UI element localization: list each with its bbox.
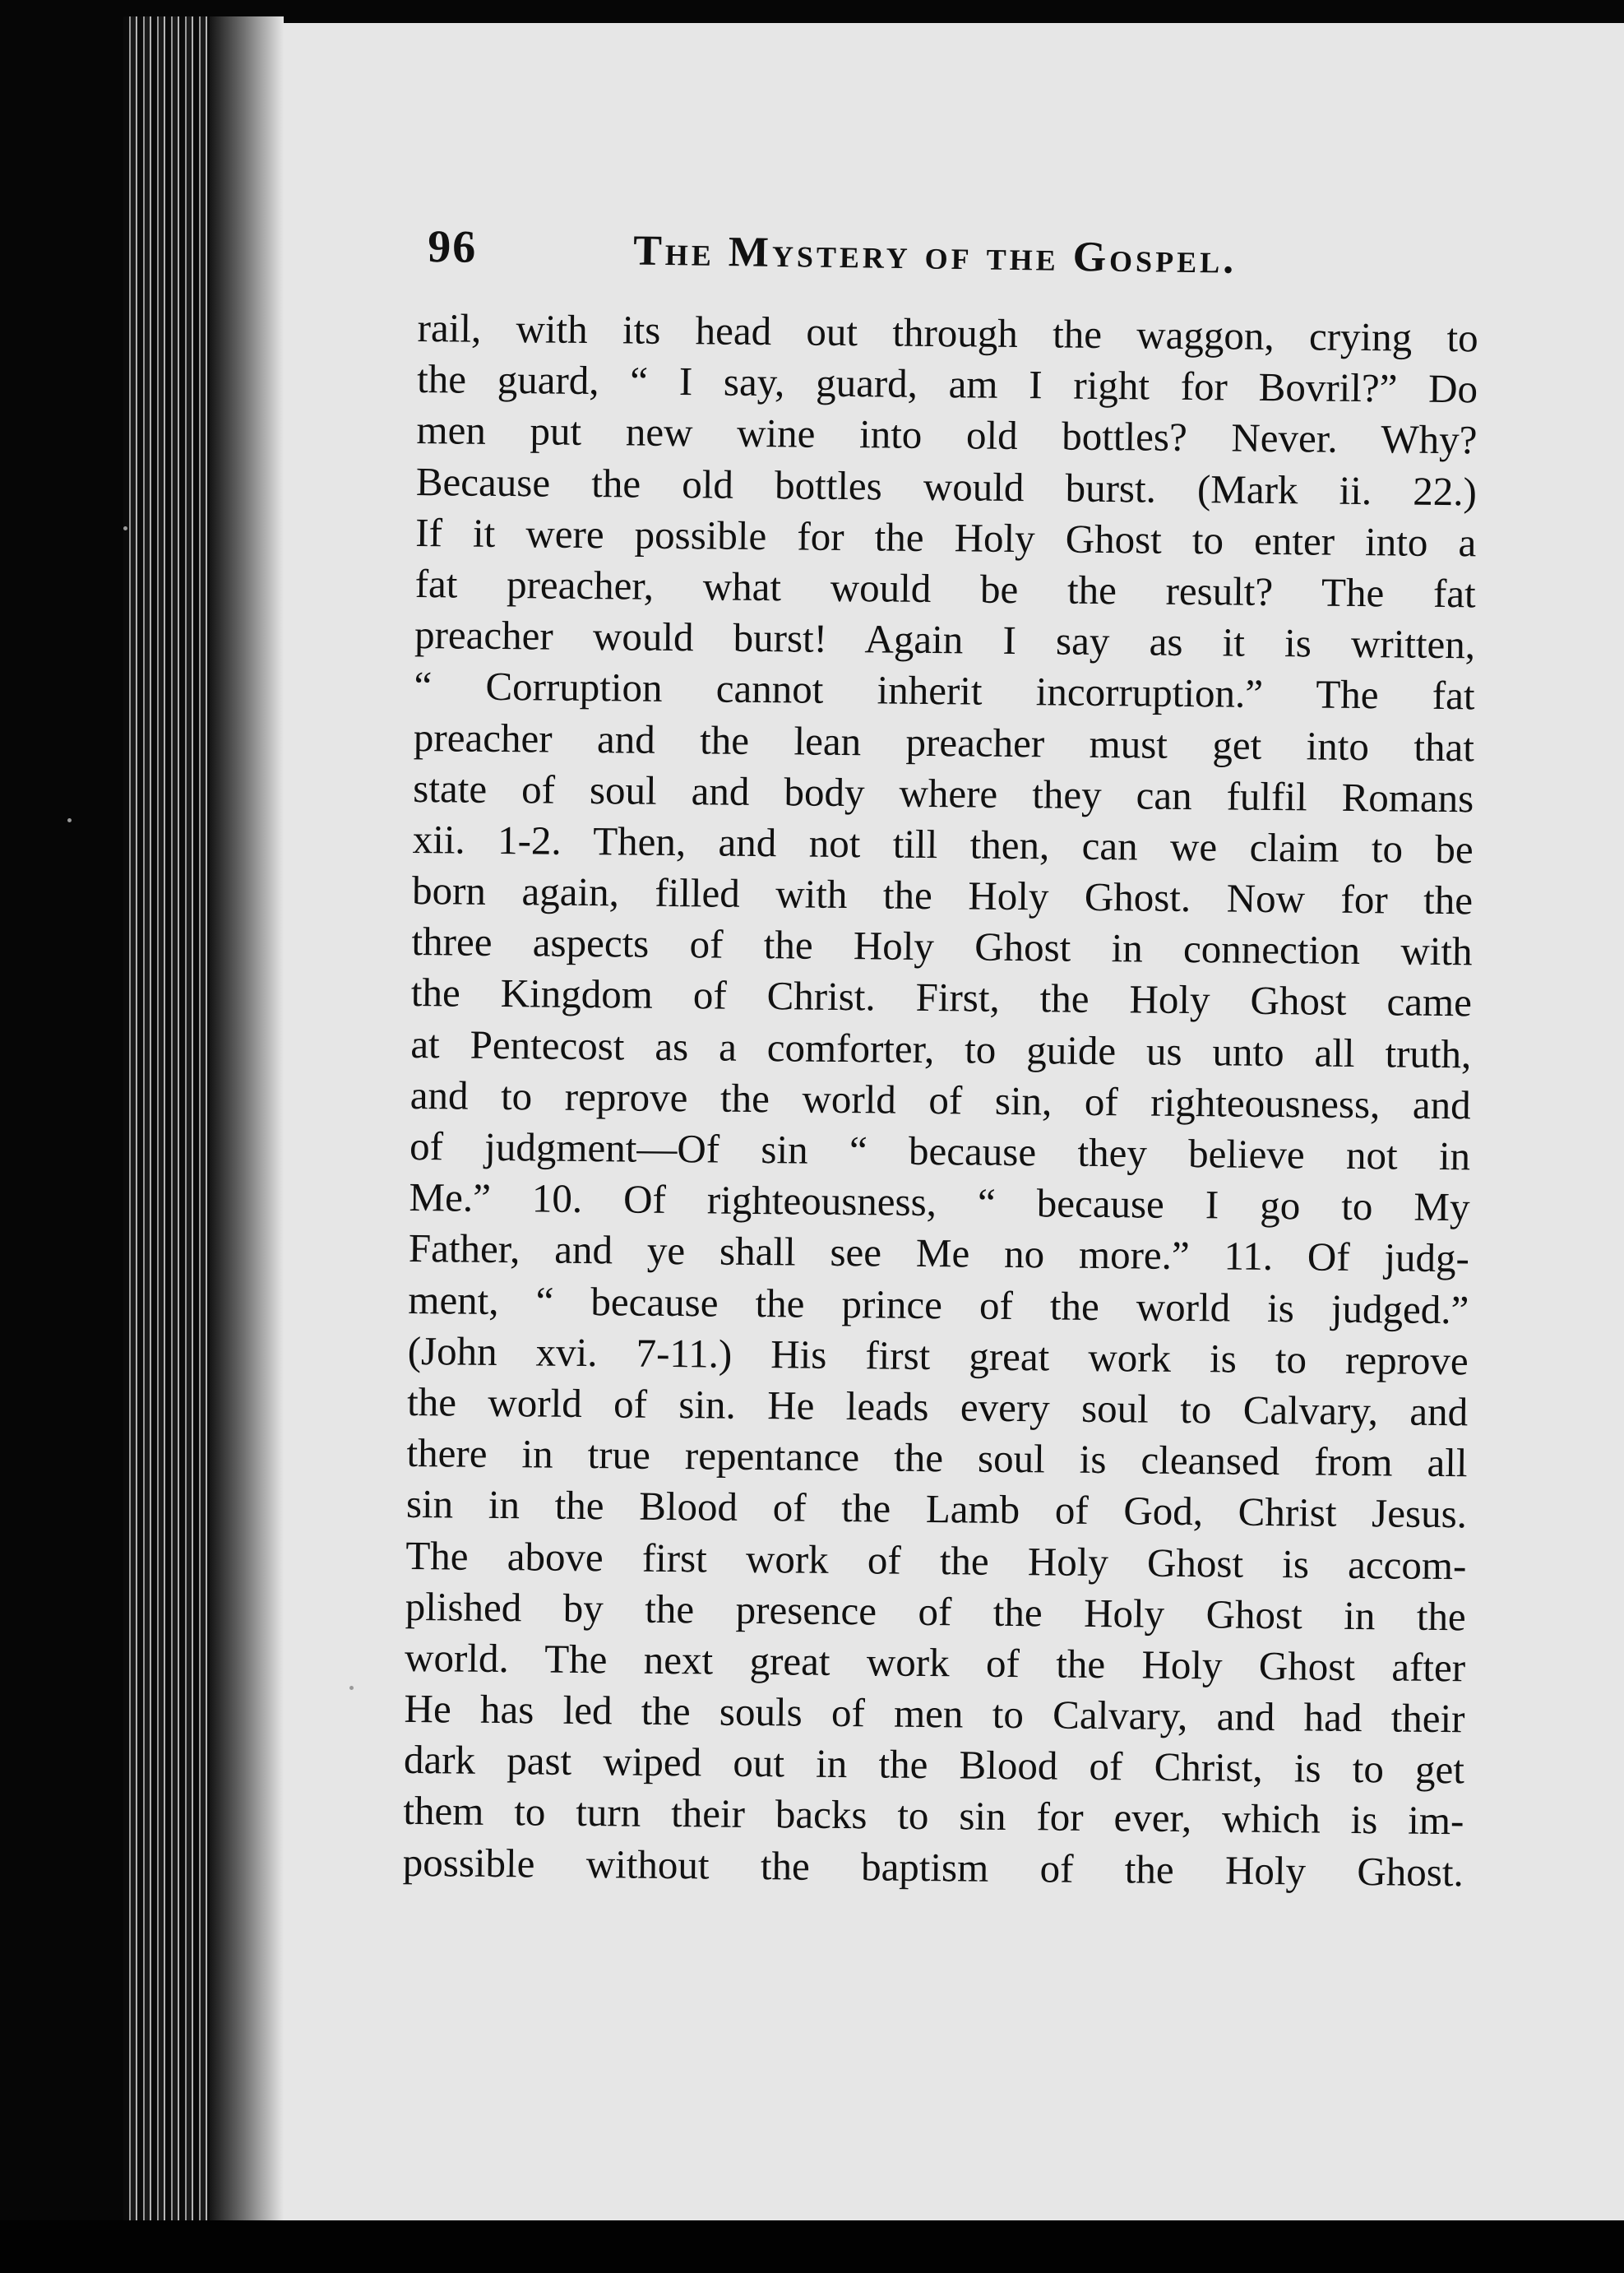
scan-border-bottom (0, 2220, 1624, 2273)
text-line: rail, with its head out through the waggon, crying to (417, 304, 1478, 361)
text-line: ment, “ because the prince of the world is judged.” (408, 1276, 1469, 1332)
text-line: of judgment—Of sin “ because they believe not in (409, 1123, 1471, 1179)
text-line: fat preacher, what would be the result? The fat (414, 560, 1476, 617)
scan-speck (67, 818, 72, 822)
text-line: three aspects of the Holy Ghost in connection with (411, 919, 1473, 974)
spine-shadow (210, 16, 284, 2237)
text-line: at Pentecost as a comforter, to guide us unto all truth, (410, 1021, 1472, 1076)
text-line: dark past wiped out in the Blood of Christ, is to get (403, 1737, 1465, 1793)
text-line: xii. 1-2. Then, and not till then, can we claim to be (412, 816, 1474, 873)
text-line: sin in the Blood of the Lamb of God, Christ Jesus. (405, 1481, 1468, 1537)
text-line: born again, filled with the Holy Ghost. Now for the (411, 868, 1474, 924)
text-line: the world of sin. He leads every soul to Calvary, and (406, 1378, 1469, 1435)
text-line: preacher would burst! Again I say as it is written, (414, 612, 1476, 668)
text-line: He has led the souls of men to Calvary, and had their (404, 1685, 1465, 1742)
text-line: the Kingdom of Christ. First, the Holy Ghost came (410, 970, 1473, 1025)
text-line: If it were possible for the Holy Ghost to enter into a (415, 509, 1477, 566)
page-number: 96 (427, 221, 478, 273)
scan-speck (349, 1686, 354, 1690)
text-line: state of soul and body where they can fulfil Romans (413, 765, 1474, 822)
text-line: world. The next great work of the Holy Ghost after (404, 1634, 1466, 1691)
body-text (402, 303, 1478, 1898)
text-line: there in true repentance the soul is cleansed from all (406, 1430, 1468, 1486)
text-line: plished by the presence of the Holy Ghost in the (405, 1583, 1466, 1639)
text-line: Father, and ye shall see Me no more.” 11. Of judg- (408, 1225, 1470, 1281)
running-title: The Mystery of the Gospel. (632, 227, 1238, 283)
text-line: preacher and the lean preacher must get into that (413, 714, 1475, 770)
text-line: Me.” 10. Of righteousness, “ because I go to My (409, 1174, 1470, 1230)
text-line: men put new wine into old bottles? Never. Why? (416, 407, 1478, 463)
text-line: The above first work of the Holy Ghost is accom- (405, 1532, 1467, 1588)
scan-speck (123, 526, 127, 530)
text-line: (John xvi. 7-11.) His first great work is to reprove (407, 1327, 1469, 1384)
text-line: the guard, “ I say, guard, am I right for Bovril?” Do (416, 356, 1478, 412)
text-line: and to reprove the world of sin, of righteousness, and (409, 1072, 1471, 1128)
text-line: “ Corruption cannot inherit incorruption.” The fat (414, 663, 1475, 719)
text-line: them to turn their backs to sin for ever, which is im- (403, 1788, 1464, 1844)
text-line: possible without the baptism of the Holy Ghost. (402, 1839, 1464, 1895)
page-header (427, 220, 1332, 315)
text-line: Because the old bottles would burst. (Mark ii. 22.) (415, 458, 1478, 514)
